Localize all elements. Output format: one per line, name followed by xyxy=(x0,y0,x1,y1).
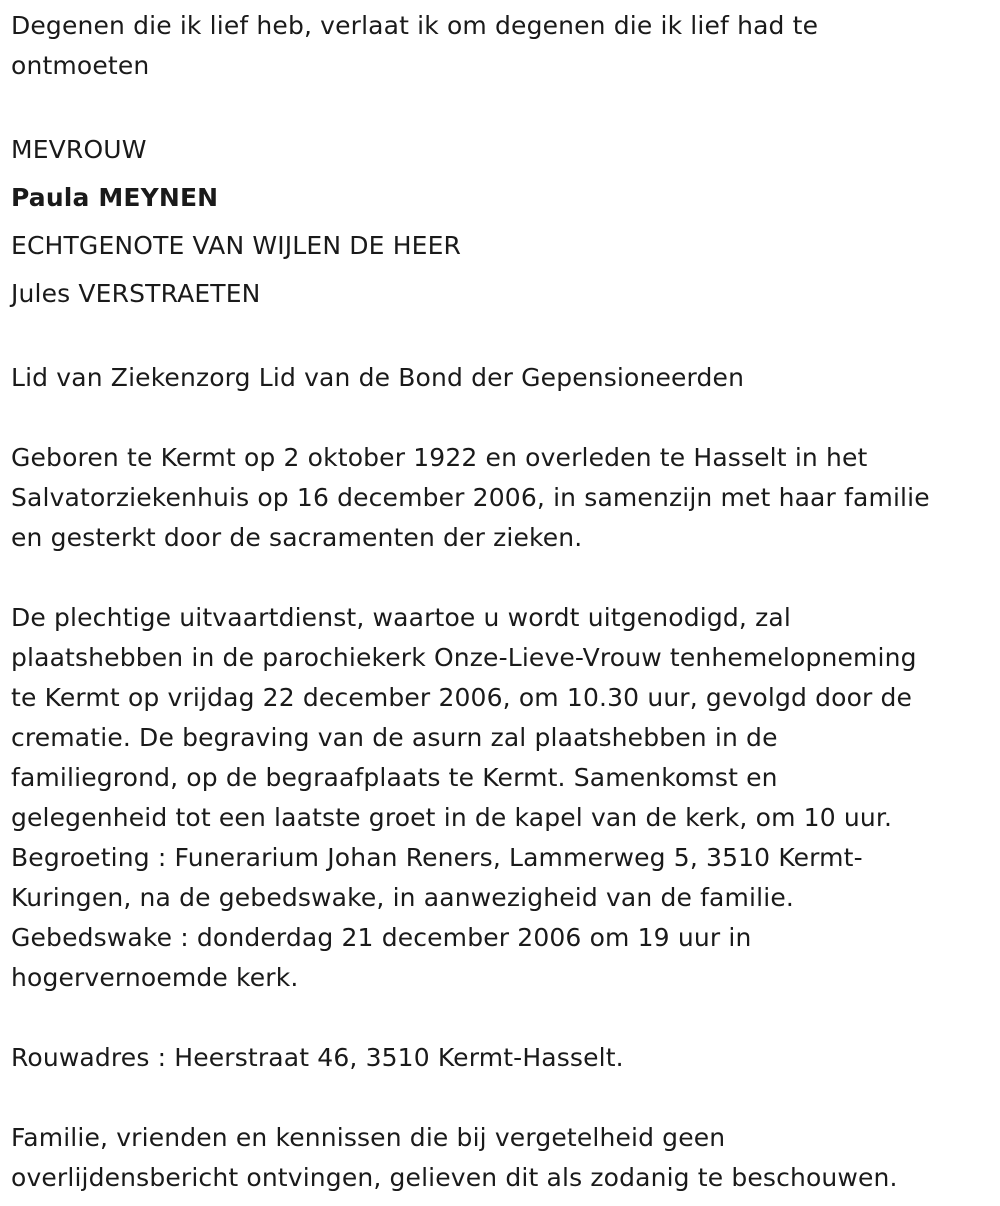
paragraph-line: De plechtige uitvaartdienst, waartoe u wordt uitgenodigd, zal xyxy=(11,603,791,632)
birth-death-paragraph xyxy=(11,438,986,558)
deceased-name: Paula MEYNEN xyxy=(11,183,219,212)
paragraph-line: Salvatorziekenhuis op 16 december 2006, in samenzijn met haar familie xyxy=(11,483,930,512)
paragraph-line: Begroeting : Funerarium Johan Reners, Lammerweg 5, 3510 Kermt- xyxy=(11,843,863,872)
paragraph-line: gelegenheid tot een laatste groet in de kapel van de kerk, om 10 uur. xyxy=(11,803,893,832)
mourning-address xyxy=(11,1038,986,1078)
paragraph-line: en gesterkt door de sacramenten der zieken. xyxy=(11,523,583,552)
spouse-name: Jules VERSTRAETEN xyxy=(11,279,261,308)
paragraph-line: Kuringen, na de gebedswake, in aanwezigheid van de familie. xyxy=(11,883,794,912)
memberships-line: Lid van Ziekenzorg Lid van de Bond der Gepensioneerden xyxy=(11,363,745,392)
funeral-paragraph xyxy=(11,598,986,998)
paragraph-line: plaatshebben in de parochiekerk Onze-Lieve-Vrouw tenhemelopneming xyxy=(11,643,917,672)
motto-line: ontmoeten xyxy=(11,51,150,80)
honorific: MEVROUW xyxy=(11,135,147,164)
memberships xyxy=(11,358,986,398)
paragraph-line: crematie. De begraving van de asurn zal plaatshebben in de xyxy=(11,723,778,752)
paragraph-line: overlijdensbericht ontvingen, gelieven dit als zodanig te beschouwen. xyxy=(11,1163,898,1192)
paragraph-line: Geboren te Kermt op 2 oktober 1922 en overleden te Hasselt in het xyxy=(11,443,868,472)
deceased-block xyxy=(11,126,986,318)
paragraph-line: hogervernoemde kerk. xyxy=(11,963,299,992)
address-line: Rouwadres : Heerstraat 46, 3510 Kermt-Hasselt. xyxy=(11,1043,624,1072)
motto xyxy=(11,6,986,86)
motto-line: Degenen die ik lief heb, verlaat ik om degenen die ik lief had te xyxy=(11,11,819,40)
closing-paragraph xyxy=(11,1118,986,1198)
paragraph-line: Gebedswake : donderdag 21 december 2006 om 19 uur in xyxy=(11,923,752,952)
paragraph-line: Familie, vrienden en kennissen die bij vergetelheid geen xyxy=(11,1123,726,1152)
death-notice xyxy=(11,6,986,1198)
paragraph-line: familiegrond, op de begraafplaats te Kermt. Samenkomst en xyxy=(11,763,778,792)
paragraph-line: te Kermt op vrijdag 22 december 2006, om 10.30 uur, gevolgd door de xyxy=(11,683,913,712)
relation-line: ECHTGENOTE VAN WIJLEN DE HEER xyxy=(11,231,462,260)
